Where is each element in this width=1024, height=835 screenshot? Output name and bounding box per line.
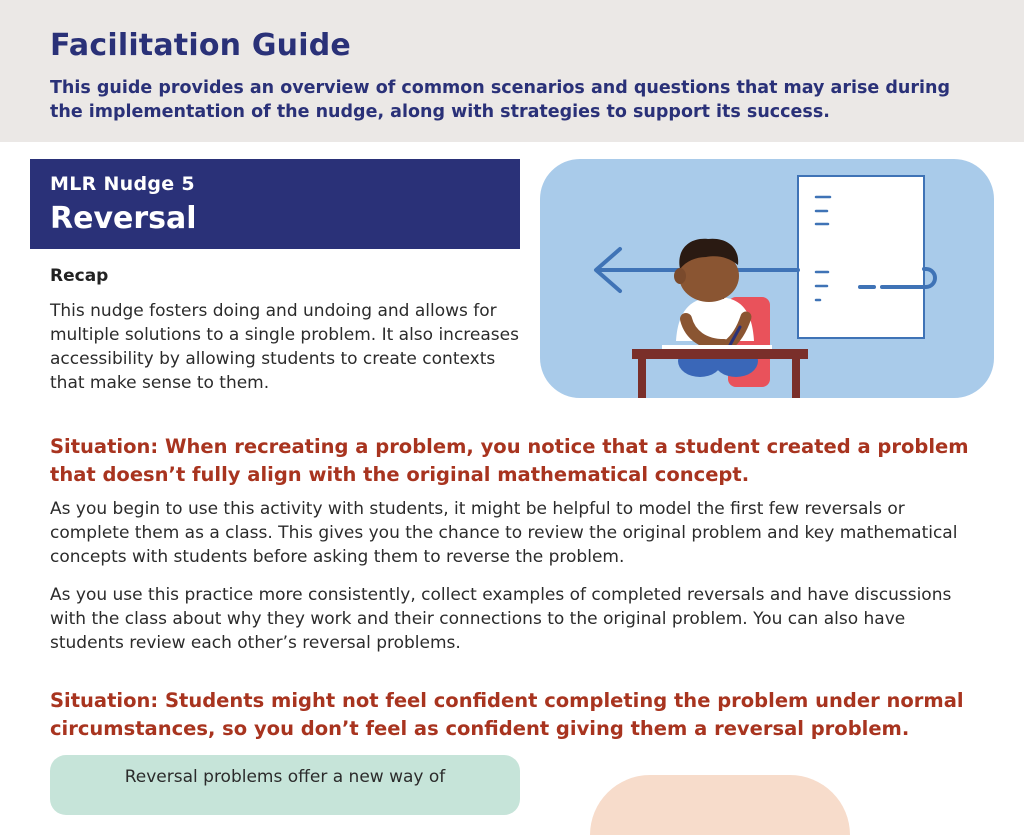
recap-text: This nudge fosters doing and undoing and allows for multiple solutions to a single problem. It also increases accessibility by allowing students to create contexts that make sense to them. [50,301,519,393]
situation-1-paragraph-2: As you use this practice more consistently, collect examples of completed reversals and have discussions with the class about why they work and their connections to the original problem. You can also have students review each other’s reversal problems. [50,585,952,653]
situation-heading-2: Situation: Students might not feel confident completing the problem under normal circumstances, so you don’t feel as confident giving them a reversal problem. [50,689,964,740]
situation-1-paragraph-1: As you begin to use this activity with students, it might be helpful to model the first few reversals or complete them as a class. This gives you the chance to review the original problem and key mathematical concepts with students before asking them to reverse the problem. [50,499,958,567]
page-title: Facilitation Guide [50,28,351,63]
student-at-desk-reversal-illustration [540,159,994,398]
decorative-peach-shape [590,775,850,835]
paper-sheet [798,176,924,338]
nudge-banner [30,159,520,249]
tip-text: Reversal problems offer a new way of [124,767,446,787]
nudge-number-label: MLR Nudge 5 [50,173,195,195]
student-ear [674,268,686,284]
desk-top [632,349,808,359]
nudge-name: Reversal [50,201,197,236]
header-band [0,0,1024,142]
tip-box [50,755,520,815]
recap-heading: Recap [50,266,109,286]
desk-leg-right [792,359,800,398]
page-subtitle: This guide provides an overview of common scenarios and questions that may arise during the implementation of the nudge, along with strategies to support its success. [50,78,950,122]
desk-leg-left [638,359,646,398]
situation-heading-1: Situation: When recreating a problem, you notice that a student created a problem that doesn’t fully align with the original mathematical concept. [50,435,969,486]
